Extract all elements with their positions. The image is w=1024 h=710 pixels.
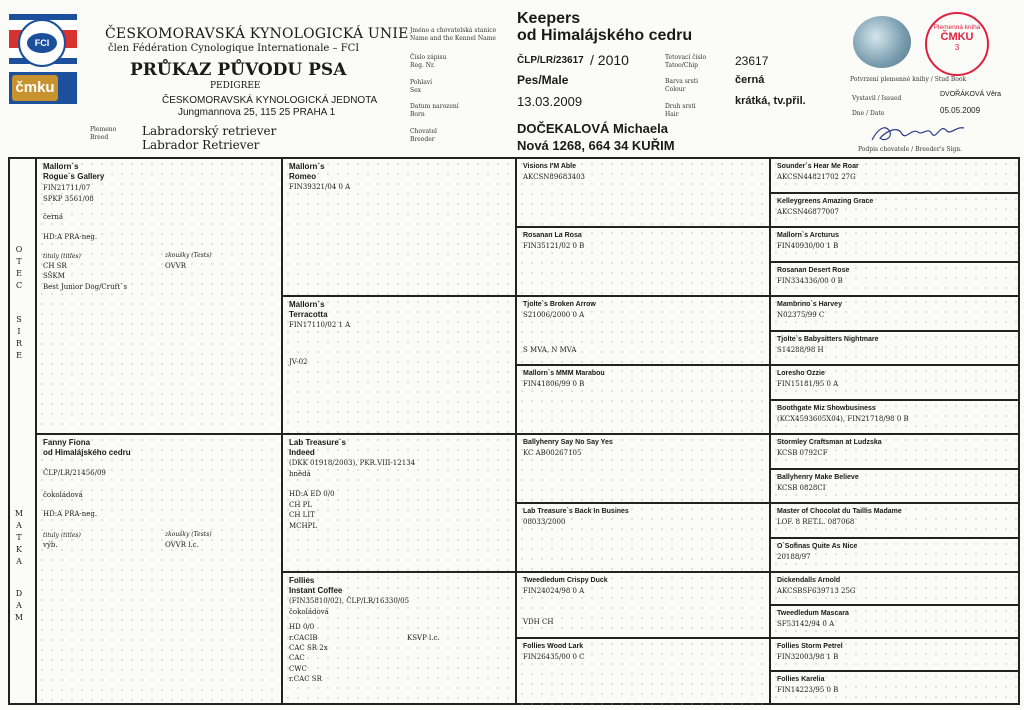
born-value: 13.03.2009 <box>517 94 583 109</box>
sire-letter: E <box>16 351 22 360</box>
dam-letter: T <box>16 533 22 542</box>
club-address: Jungmannova 25, 115 25 PRAHA 1 <box>178 107 336 118</box>
dam-sire-health: HD:A ED 0/0 <box>289 490 335 498</box>
dam-health: HD:A PRA-neg. <box>43 510 98 518</box>
label-tattoo-en: Tatoo/Chip <box>665 62 698 69</box>
gen4-name: Tjolte`s Babysitters Nightmare <box>777 336 879 343</box>
gen4-name: Master of Chocolat du Taillis Madame <box>777 508 902 515</box>
gen3-reg: 08033/2000 <box>523 518 566 526</box>
breed-label-cz: Plemeno <box>90 126 117 133</box>
gen4-reg: FIN14223/95 0 B <box>777 686 839 694</box>
gen4-cell <box>771 672 1018 705</box>
label-sex-en: Sex <box>410 87 422 94</box>
gen4-cell <box>771 332 1018 366</box>
label-sex-cz: Pohlaví <box>410 79 433 86</box>
gen3-name: Ballyhenry Say No Say Yes <box>523 439 613 446</box>
document-subtitle: PEDIGREE <box>210 81 261 91</box>
sire-health: HD:A PRA-neg. <box>43 232 98 241</box>
dam-tests-label: zkoušky (Tests) <box>165 530 212 538</box>
dam-dam-colour: čokoládová <box>289 607 329 616</box>
gen3-reg: FIN35121/02 0 B <box>523 242 585 250</box>
gen3-name: Mallorn`s MMM Marabou <box>523 370 605 377</box>
sire-sire-reg: FIN39321/04 0 A <box>289 183 351 191</box>
gen4-name: Boothgate Miz Showbusiness <box>777 405 876 412</box>
label-breeder-cz: Chovatel <box>410 128 437 135</box>
sire-sire-cell <box>283 159 517 297</box>
gen4-name: Ballyhenry Make Believe <box>777 474 859 481</box>
sire-titles-label: tituly (titles) <box>43 253 81 260</box>
gen4-reg: FIN15181/95 0 A <box>777 380 839 388</box>
sire-letter: O <box>15 245 23 254</box>
gen3-reg: S21006/2000 0 A <box>523 311 585 319</box>
reg-number: ČLP/LR/23617 <box>517 55 584 66</box>
gen3-name: Visions I'M Able <box>523 163 577 170</box>
sire-side-label <box>10 159 32 435</box>
dam-sire-name2: Indeed <box>289 448 315 457</box>
fci-emblem <box>18 19 66 67</box>
gen4-name: Follies Karelia <box>777 676 825 683</box>
gen4-cell <box>771 263 1018 297</box>
sire-name2: Rogue`s Gallery <box>43 172 105 181</box>
dam-letter: A <box>16 521 22 530</box>
hair-value: krátká, tv.přil. <box>735 95 806 107</box>
gen4-reg: KCSB 0792CF <box>777 449 828 457</box>
gen3-cell <box>517 573 771 639</box>
sire-dam-cell <box>283 297 517 435</box>
label-colour-cz: Barva srsti <box>665 78 699 85</box>
reg-year: / 2010 <box>590 52 629 68</box>
hologram-seal <box>853 16 911 68</box>
gen3-reg: AKCSN89683403 <box>523 173 586 181</box>
gen3-extra: S MVA, N MVA <box>523 345 577 354</box>
dam-colour: čokoládová <box>43 490 83 499</box>
gen4-reg: LOF. 8 RET.L. 087068 <box>777 518 855 526</box>
dam-letter: M <box>14 509 24 518</box>
breeder-signature <box>868 120 968 146</box>
dam-sire-title: MCHPL <box>289 521 317 530</box>
dam-sire-colour: hnědá <box>289 469 311 478</box>
dam-sire-reg: (DKK 01918/2003), PKR.VIII-12134 <box>289 459 416 467</box>
label-colour-en: Colour <box>665 86 686 93</box>
gen3-reg: FIN26435/00 0 C <box>523 653 585 661</box>
gen4-cell <box>771 297 1018 332</box>
dam-dam-title: r.CAC SR <box>289 675 322 683</box>
gen4-name: Loresho Ozzie <box>777 370 825 377</box>
gen4-name: O`Sofinas Quite As Nice <box>777 543 858 550</box>
label-hair-cz: Druh srsti <box>665 103 696 110</box>
gen4-name: Mallorn`s Arcturus <box>777 232 839 239</box>
sire-test: OVVR <box>165 262 186 270</box>
gen3-cell <box>517 504 771 573</box>
dam-dam-name1: Follies <box>289 576 315 585</box>
gen4-cell <box>771 194 1018 228</box>
dam-letter: M <box>14 613 24 622</box>
dam-sire-title: CH LIT <box>289 511 315 519</box>
gen4-reg: (KCX4593605X04), FIN21718/98 0 B <box>777 415 909 423</box>
label-tattoo-cz: Tetovací číslo <box>665 54 707 61</box>
dog-name-line1: Keepers <box>517 10 581 27</box>
stamp-number: 3 <box>954 43 960 52</box>
gen4-reg: N02375/99 C <box>777 311 825 319</box>
stud-book-stamp <box>925 12 989 76</box>
fci-logo <box>9 14 77 98</box>
sire-letter: S <box>16 315 22 324</box>
gen3-name: Follies Wood Lark <box>523 643 584 650</box>
dam-dam-reg: (FIN35810/02), ČLP/LR/16330/05 <box>289 597 410 605</box>
dam-dam-title: CAC SR 2x <box>289 643 328 652</box>
sire-title: Best Junior Dog/Cruft`s <box>43 282 128 291</box>
sire-sire-name2: Romeo <box>289 172 317 181</box>
sire-letter: T <box>16 257 22 266</box>
dam-letter: A <box>16 601 22 610</box>
signature-label: Podpis chovatele / Breeder's Sign. <box>858 146 962 153</box>
breeder-address: Nová 1268, 664 34 KUŘIM <box>517 138 675 153</box>
gen3-cell <box>517 159 771 228</box>
date-label: Dne / Date <box>852 110 885 117</box>
breed-label-en: Breed <box>90 134 109 141</box>
dam-title: výb. <box>43 540 58 549</box>
gen4-name: Stormley Craftsman at Ludzska <box>777 439 882 446</box>
gen3-name: Tjolte`s Broken Arrow <box>523 301 596 308</box>
gen4-cell <box>771 159 1018 194</box>
sire-dam-name1: Mallorn`s <box>289 300 325 309</box>
colour-value: černá <box>735 74 765 86</box>
gen4-name: Dickendalls Arnold <box>777 577 841 584</box>
gen3-cell <box>517 366 771 435</box>
gen3-reg: FIN41806/99 0 B <box>523 380 585 388</box>
gen4-cell <box>771 366 1018 401</box>
gen4-cell <box>771 228 1018 263</box>
gen4-cell <box>771 606 1018 639</box>
dam-dam-test: KSVP l.c. <box>407 633 440 642</box>
gen3-cell <box>517 639 771 705</box>
gen3-cell <box>517 435 771 504</box>
gen4-reg: FIN32003/98 1 B <box>777 653 839 661</box>
label-breeder-en: Breeder <box>410 136 435 143</box>
gen4-cell <box>771 504 1018 539</box>
document-title: PRŮKAZ PŮVODU PSA <box>130 60 347 80</box>
dam-test: OVVR l.c. <box>165 540 199 549</box>
label-reg-en: Reg. Nr. <box>410 62 436 69</box>
dam-name1: Fanny Fiona <box>43 438 91 447</box>
gen4-cell <box>771 639 1018 672</box>
gen3-cell <box>517 297 771 366</box>
sex-value: Pes/Male <box>517 73 569 87</box>
label-name-en: Name and the Kennel Name <box>410 35 496 42</box>
union-name: ČESKOMORAVSKÁ KYNOLOGICKÁ UNIE <box>105 26 409 42</box>
label-reg-cz: Číslo zápisu <box>410 54 447 61</box>
dam-sire-name1: Lab Treasure`s <box>289 438 346 447</box>
gen4-name: Kelleygreens Amazing Grace <box>777 198 874 205</box>
issued-by: DVOŘÁKOVÁ Věra <box>940 91 1002 98</box>
label-born-cz: Datum narození <box>410 103 459 110</box>
gen3-reg: KC AB00267105 <box>523 449 582 457</box>
sire-title: SŠKM <box>43 272 65 280</box>
gen4-reg: 20188/97 <box>777 553 811 561</box>
fci-logo-text: FCI <box>27 33 57 53</box>
gen3-extra: VDH CH <box>523 617 554 626</box>
gen4-cell <box>771 401 1018 435</box>
label-born-en: Born <box>410 111 425 118</box>
gen4-cell <box>771 539 1018 573</box>
dam-name2: od Himalájského cedru <box>43 448 131 457</box>
sire-name1: Mallorn`s <box>43 162 79 171</box>
cmku-logo <box>9 72 77 104</box>
stamp-line1: Plemenná kniha <box>933 24 981 31</box>
sire-tests-label: zkoušky (Tests) <box>165 252 212 259</box>
dam-side-label <box>10 435 32 705</box>
gen4-name: Tweedledum Mascara <box>777 610 849 617</box>
cmku-logo-text: čmku <box>12 75 58 101</box>
gen4-name: Sounder`s Hear Me Roar <box>777 163 859 170</box>
dam-letter: A <box>16 557 22 566</box>
dam-dam-health: HD 0/0 <box>289 623 315 631</box>
dam-cell <box>35 435 283 705</box>
breed-cz: Labradorský retriever <box>142 124 277 138</box>
dam-dam-title: r.CACIB <box>289 633 318 642</box>
gen4-cell <box>771 573 1018 606</box>
sire-dam-name2: Terracotta <box>289 310 328 319</box>
gen3-cell <box>517 228 771 297</box>
gen4-reg: AKCSBSF639713 25G <box>777 587 856 595</box>
dam-sire-cell <box>283 435 517 573</box>
dam-dam-name2: Instant Coffee <box>289 586 343 595</box>
dam-dam-title: CWC <box>289 664 307 673</box>
gen4-reg: AKCSN44821702 27G <box>777 173 856 181</box>
gen4-reg: KCSB 0828CI <box>777 484 826 492</box>
gen4-cell <box>771 470 1018 504</box>
confirm-label: Potvrzení plemenné knihy / Stud Book <box>850 76 967 83</box>
gen4-reg: FIN40930/00 1 B <box>777 242 839 250</box>
tattoo-value: 23617 <box>735 54 769 68</box>
dam-dam-title: CAC <box>289 654 305 662</box>
gen4-name: Rosanan Desert Rose <box>777 267 850 274</box>
sire-cell <box>35 159 283 435</box>
sire-letter: C <box>15 281 23 290</box>
breeder-name: DOČEKALOVÁ Michaela <box>517 121 668 136</box>
sire-dam-extra: JV-02 <box>289 357 308 366</box>
dam-dam-cell <box>283 573 517 705</box>
gen4-name: Follies Storm Petrel <box>777 643 843 650</box>
dog-name-line2: od Himalájského cedru <box>517 27 693 44</box>
gen4-reg: AKCSN46877007 <box>777 208 840 216</box>
gen4-reg: S14288/98 H <box>777 346 824 354</box>
gen3-name: Lab Treasure`s Back In Busines <box>523 508 629 515</box>
breed-en: Labrador Retriever <box>142 138 260 152</box>
gen4-reg: FIN334336/00 0 B <box>777 277 843 285</box>
label-name-cz: Jméno a chovatelská stanice <box>410 27 497 34</box>
stamp-line2: ČMKU <box>940 31 974 43</box>
sire-title: CH SR <box>43 262 67 270</box>
issue-date: 05.05.2009 <box>940 106 981 115</box>
fci-member: člen Fédération Cynologique Internationale – FCI <box>108 43 360 54</box>
label-hair-en: Hair <box>665 111 679 118</box>
club-name: ČESKOMORAVSKÁ KYNOLOGICKÁ JEDNOTA <box>162 95 378 106</box>
gen4-reg: SF53142/94 0 A <box>777 620 835 628</box>
gen3-reg: FIN24024/98 0 A <box>523 587 585 595</box>
pedigree-grid <box>8 157 1020 705</box>
sire-colour: černá <box>43 213 64 221</box>
dam-sire-title: CH PL <box>289 500 313 509</box>
dam-reg1: ČLP/LR/21456/09 <box>43 469 106 477</box>
gen4-name: Mambrino`s Harvey <box>777 301 842 308</box>
sire-letter: E <box>16 269 22 278</box>
sire-reg2: SPKP 3561/08 <box>43 194 94 203</box>
sire-reg1: FIN21711/07 <box>43 184 91 192</box>
sire-letter: R <box>15 339 23 348</box>
sire-sire-name1: Mallorn`s <box>289 162 325 171</box>
dam-titles-label: tituly (titles) <box>43 531 81 539</box>
dam-letter: K <box>16 545 22 554</box>
issued-label: Vystavil / Issued <box>852 95 902 102</box>
gen3-name: Rosanan La Rosa <box>523 232 582 239</box>
sire-dam-reg: FIN17110/02 1 A <box>289 321 351 329</box>
gen4-cell <box>771 435 1018 470</box>
sire-letter: I <box>17 327 21 336</box>
dam-letter: D <box>15 589 23 598</box>
gen3-name: Tweedledum Crispy Duck <box>523 577 608 584</box>
